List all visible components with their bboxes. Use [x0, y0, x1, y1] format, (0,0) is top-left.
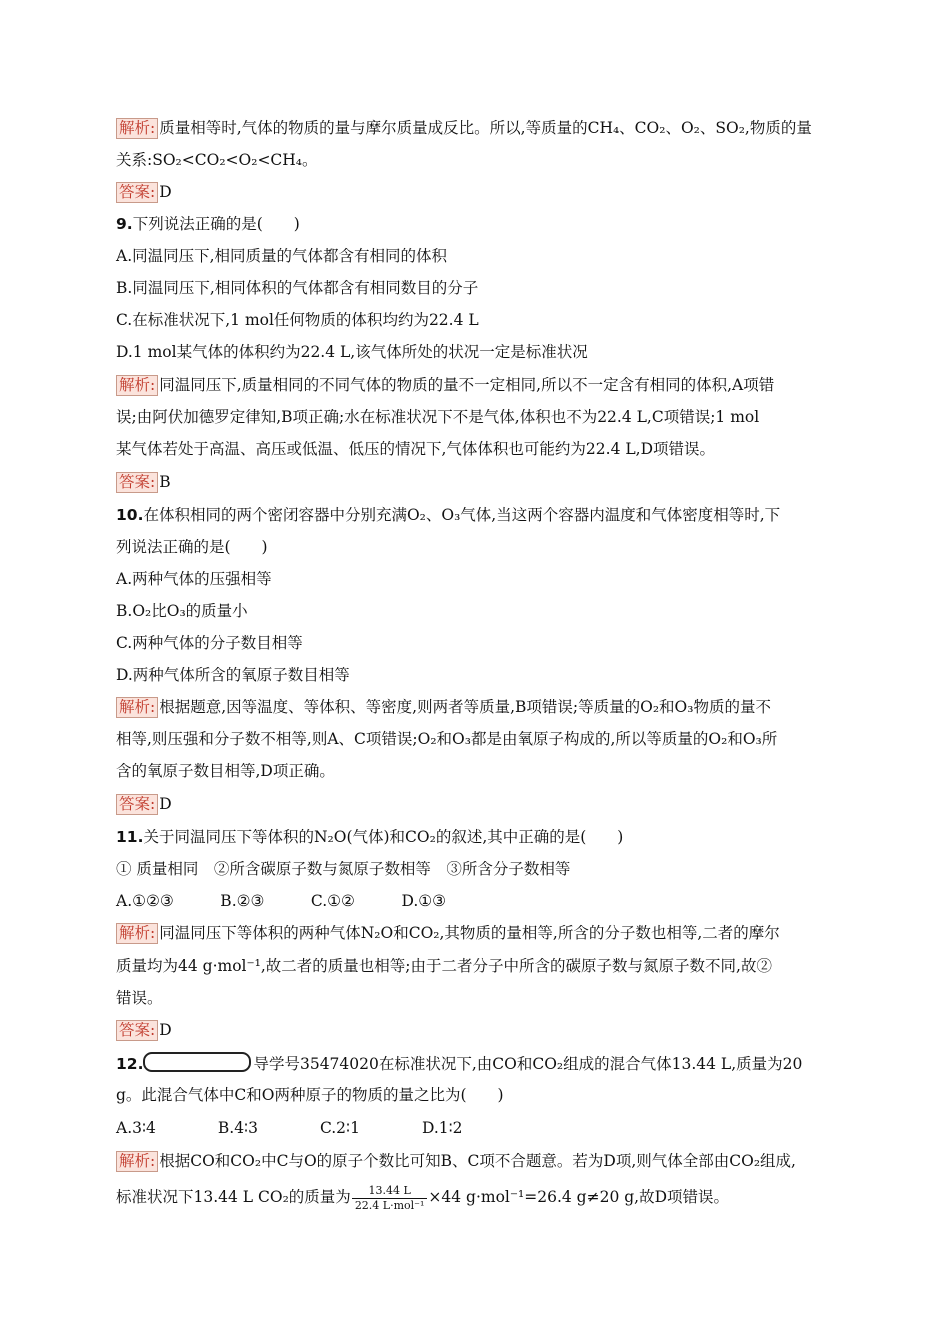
q11-analysis-line-2: 质量均为44 g·mol⁻¹,故二者的质量也相等;由于二者分子中所含的碳原子数与氮原子数不同,故② [116, 957, 772, 975]
q11-number: 11. [116, 828, 144, 846]
question-id-badge [143, 1052, 251, 1072]
q9-analysis-line-2: 误;由阿伏加德罗定律知,B项正确;水在标准状况下不是气体,体积也不为22.4 L,C项错误;1 mol [116, 408, 760, 426]
analysis-tag: 解析: [116, 697, 158, 718]
q9-stem [116, 213, 300, 235]
q9-answer-value: B [159, 473, 171, 491]
q12-stem-line-1 [116, 1052, 802, 1075]
q9-analysis-text-1: 同温同压下,质量相同的不同气体的物质的量不一定相同,所以不一定含有相同的体积,A项错 [159, 376, 775, 394]
q10-stem-line-2: 列说法正确的是( ) [116, 538, 268, 556]
q10-analysis-line-3: 含的氧原子数目相等,D项正确。 [116, 762, 335, 780]
q10-analysis-line-2: 相等,则压强和分子数不相等,则A、C项错误;O₂和O₃都是由氧原子构成的,所以等质量的O₂和O₃所 [116, 730, 778, 748]
fraction-numerator: 13.44 L [352, 1184, 428, 1199]
q8-analysis-line-1 [116, 117, 812, 139]
q8-answer-value: D [159, 183, 172, 201]
q11-options: A.①②③ B.②③ C.①② D.①③ [116, 892, 447, 910]
q10-analysis-text-1: 根据题意,因等温度、等体积、等密度,则两者等质量,B项错误;等质量的O₂和O₃物质的量不 [159, 698, 771, 716]
q12-options: A.3∶4 B.4∶3 C.2∶1 D.1∶2 [116, 1119, 463, 1137]
fraction-denominator: 22.4 L·mol⁻¹ [354, 1198, 425, 1212]
analysis-tag: 解析: [116, 1151, 158, 1172]
q12-analysis-text-3: ×44 g·mol⁻¹=26.4 g≠20 g,故D项错误。 [428, 1188, 730, 1206]
q11-answer-value: D [159, 1021, 172, 1039]
q12-analysis-line-2 [116, 1182, 729, 1213]
q11-stem [116, 826, 623, 848]
q9-option-d: D.1 mol某气体的体积约为22.4 L,该气体所处的状况一定是标准状况 [116, 343, 588, 361]
q10-number: 10. [116, 506, 144, 524]
q9-stem-text: 下列说法正确的是( ) [132, 215, 300, 233]
analysis-tag: 解析: [116, 118, 158, 139]
q9-option-c: C.在标准状况下,1 mol任何物质的体积均约为22.4 L [116, 311, 479, 329]
q10-stem-text-1: 在体积相同的两个密闭容器中分别充满O₂、O₃气体,当这两个容器内温度和气体密度相等时,下 [143, 506, 781, 524]
q10-analysis-line-1 [116, 696, 771, 718]
molar-volume-fraction [352, 1184, 428, 1213]
q11-items: ① 质量相同 ②所含碳原子数与氮原子数相等 ③所含分子数相等 [116, 860, 571, 878]
answer-tag: 答案: [116, 794, 158, 815]
q12-stem-text-1: 导学号35474020在标准状况下,由CO和CO₂组成的混合气体13.44 L,质量为20 [253, 1055, 803, 1073]
answer-tag: 答案: [116, 472, 158, 493]
q10-option-a: A.两种气体的压强相等 [116, 570, 272, 588]
analysis-tag: 解析: [116, 923, 158, 944]
q11-analysis-line-1 [116, 922, 780, 944]
q9-option-b: B.同温同压下,相同体积的气体都含有相同数目的分子 [116, 279, 479, 297]
q10-answer-value: D [159, 795, 172, 813]
q11-stem-text: 关于同温同压下等体积的N₂O(气体)和CO₂的叙述,其中正确的是( ) [143, 828, 624, 846]
analysis-tag: 解析: [116, 375, 158, 396]
q12-analysis-text-1: 根据CO和CO₂中C与O的原子个数比可知B、C项不合题意。若为D项,则气体全部由CO₂组成, [159, 1152, 796, 1170]
q8-analysis-line-2: 关系:SO₂<CO₂<O₂<CH₄。 [116, 151, 318, 169]
q10-answer [116, 793, 172, 815]
q10-option-c: C.两种气体的分子数目相等 [116, 634, 303, 652]
answer-tag: 答案: [116, 182, 158, 203]
q8-answer [116, 181, 172, 203]
q11-analysis-line-3: 错误。 [116, 989, 163, 1007]
q11-answer [116, 1019, 172, 1041]
q12-number: 12. [116, 1055, 144, 1073]
q9-option-a: A.同温同压下,相同质量的气体都含有相同的体积 [116, 247, 448, 265]
q8-analysis-text-1: 质量相等时,气体的物质的量与摩尔质量成反比。所以,等质量的CH₄、CO₂、O₂、SO₂,物质的量 [159, 119, 812, 137]
q9-analysis-line-3: 某气体若处于高温、高压或低温、低压的情况下,气体体积也可能约为22.4 L,D项错误。 [116, 440, 716, 458]
q12-analysis-line-1 [116, 1150, 796, 1172]
q9-answer [116, 471, 171, 493]
q11-analysis-text-1: 同温同压下等体积的两种气体N₂O和CO₂,其物质的量相等,所含的分子数也相等,二者的摩尔 [159, 924, 780, 942]
q10-option-d: D.两种气体所含的氧原子数目相等 [116, 666, 350, 684]
q9-analysis-line-1 [116, 374, 774, 396]
answer-tag: 答案: [116, 1020, 158, 1041]
q10-option-b: B.O₂比O₃的质量小 [116, 602, 248, 620]
q9-number: 9. [116, 215, 133, 233]
q10-stem-line-1 [116, 504, 780, 526]
q12-analysis-text-2: 标准状况下13.44 L CO₂的质量为 [116, 1188, 351, 1206]
q12-stem-line-2: g。此混合气体中C和O两种原子的物质的量之比为( ) [116, 1086, 504, 1104]
